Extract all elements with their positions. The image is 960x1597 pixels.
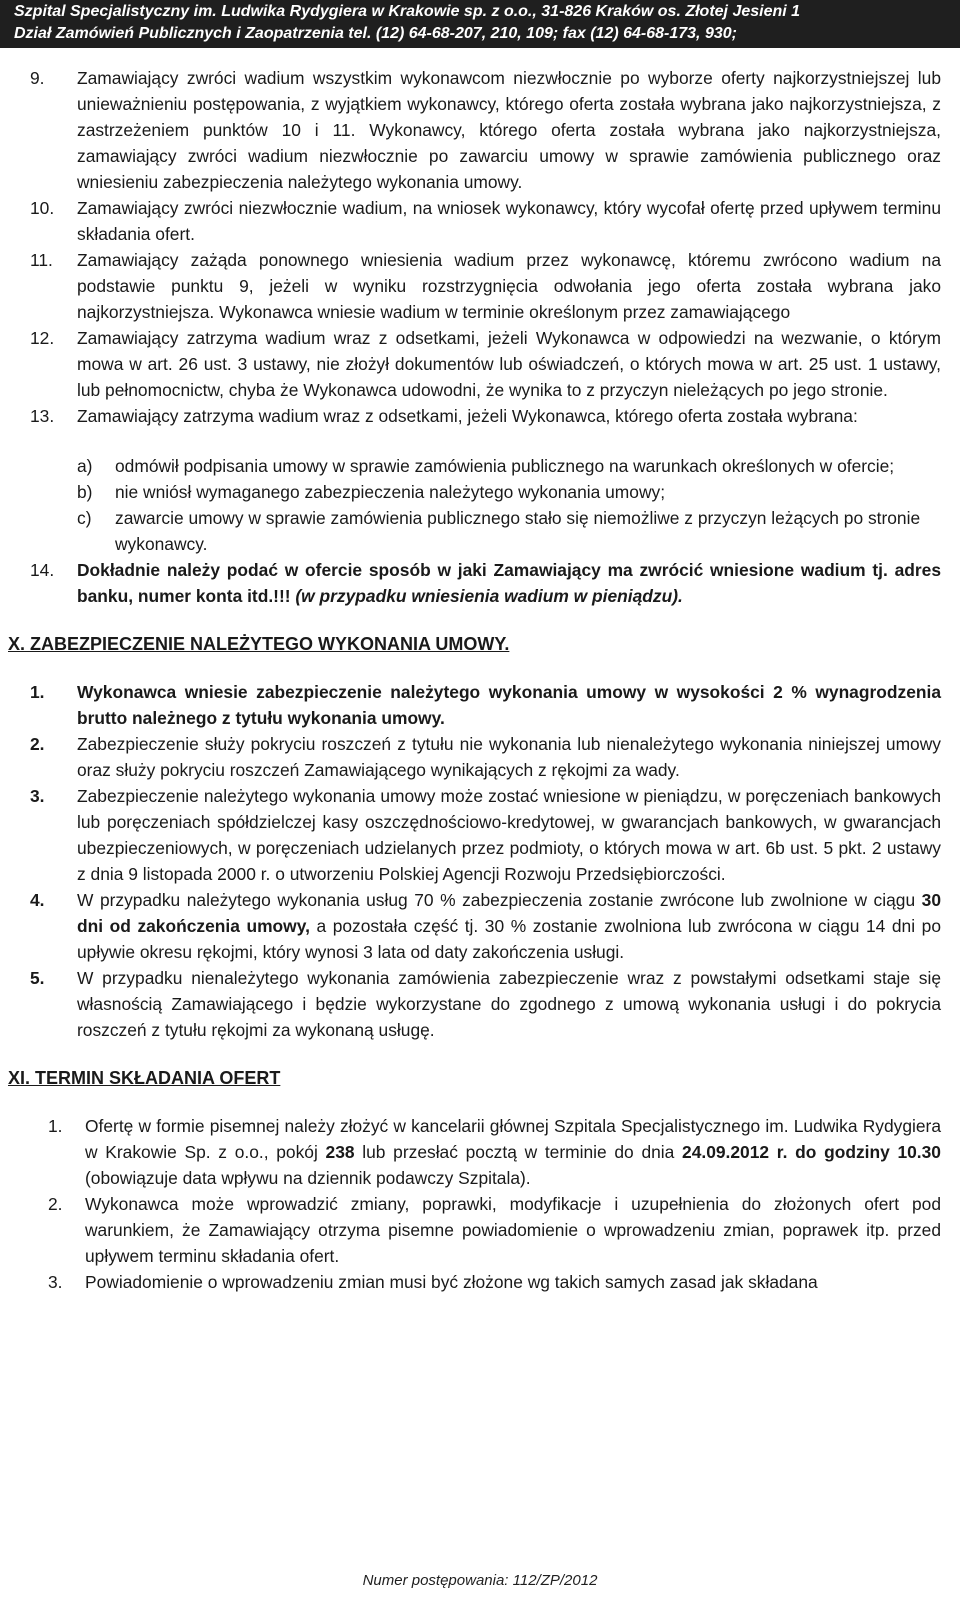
item-text (77, 557, 941, 609)
header-line-1: Szpital Specjalistyczny im. Ludwika Rydygiera w Krakowie sp. z o.o., 31-826 Kraków os. Złotej Jesieni 1 (14, 3, 801, 20)
header-line-2: Dział Zamówień Publicznych i Zaopatrzenia tel. (12) 64-68-207, 210, 109; fax (12) 64-68-173, 930; (14, 25, 737, 42)
item-text: Wykonawca może wprowadzić zmiany, poprawki, modyfikacje i uzupełnienia do złożonych ofert pod warunkiem, że Zamawiający otrzyma pisemne powiadomienie o wprowadzeniu zmian, poprawek itp. przed upływem terminu składania ofert. (85, 1194, 941, 1266)
sub-item-letter: c) (77, 508, 92, 528)
exclamation-text: !!! (273, 586, 291, 606)
item-text: Zamawiający zażąda ponownego wniesienia wadium przez wykonawcę, któremu zwrócono wadium na podstawie punktu 9, jeżeli w wyniku rozstrzygnięcia odwołania jego oferta została wybrana jako najkorzystniejsza. Wykonawca wniesie wadium w terminie określonym przez zamawiającego (77, 250, 941, 322)
section-xi-item-1 (30, 1113, 941, 1191)
document-body (8, 65, 941, 1295)
item-number: 13. (30, 406, 55, 426)
document-header (0, 0, 960, 48)
list-item-13 (30, 403, 941, 429)
sub-item-letter: a) (77, 456, 93, 476)
section-xi-item-3 (30, 1269, 941, 1295)
item-text-part: W przypadku należytego wykonania usług 70 % zabezpieczenia zostanie zwrócone lub zwolnione w ciągu (77, 890, 922, 910)
item-number: 3. (48, 1272, 63, 1292)
item-text: Zamawiający zwróci niezwłocznie wadium, na wniosek wykonawcy, który wycofał ofertę przed upływem terminu składania ofert. (77, 198, 941, 244)
list-item-11 (30, 247, 941, 325)
document-footer: Numer postępowania: 112/ZP/2012 (0, 1569, 960, 1597)
item-number: 1. (30, 682, 45, 702)
item-number: 11. (30, 250, 53, 270)
section-x-title: X. ZABEZPIECZENIE NALEŻYTEGO WYKONANIA UMOWY. (8, 634, 510, 654)
sub-item-text: zawarcie umowy w sprawie zamówienia publicznego stało się niemożliwe z przyczyn leżących po stronie wykonawcy. (115, 508, 921, 554)
sub-item-c (30, 505, 941, 557)
item-number: 12. (30, 328, 55, 348)
section-x-item-2 (30, 731, 941, 783)
sub-item-b (30, 479, 941, 505)
list-item-10 (30, 195, 941, 247)
section-xi-item-2 (30, 1191, 941, 1269)
item-text-part: a pozostała część tj. 30 % zostanie zwolniona lub zwrócona w ciągu 14 dni po upływie okresu rękojmi, który wynosi 3 lata od daty zakończenia usługi. (77, 916, 941, 962)
deadline-date: 24.09.2012 r. do godziny 10.30 (682, 1142, 941, 1162)
list-item-14 (30, 557, 941, 609)
item-text: Wykonawca wniesie zabezpieczenie należytego wykonania umowy w wysokości 2 % wynagrodzenia brutto należnego z tytułu wykonania umowy. (77, 682, 941, 728)
sub-item-text: nie wniósł wymaganego zabezpieczenia należytego wykonania umowy; (115, 482, 666, 502)
item-bold-text: 30 dni od zakończenia umowy, (77, 890, 941, 936)
item-number: 4. (30, 890, 45, 910)
item-text: Zabezpieczenie należytego wykonania umowy może zostać wniesione w pieniądzu, w poręczeniach bankowych lub poręczeniach spółdzielczej kasy oszczędnościowo-kredytowej, w gwarancjach bankowych, w gwarancjach ubezpieczeniowych, w poręczeniach udzielanych przez podmioty, o których mowa w art. 6b ust. 5 pkt. 2 ustawy z dnia 9 listopada 2000 r. o utworzeniu Polskiej Agencji Rozwoju Przedsiębiorczości. (77, 786, 941, 884)
item-number: 14. (30, 560, 55, 580)
item-number: 3. (30, 786, 45, 806)
sub-item-letter: b) (77, 482, 93, 502)
item-text: Zamawiający zwróci wadium wszystkim wykonawcom niezwłocznie po wyborze oferty najkorzystniejszej lub unieważnieniu postępowania, z wyjątkiem wykonawcy, którego oferta została wybrana jako najkorzystniejsza, z zastrzeżeniem punktów 10 i 11. Wykonawcy, którego oferta została wybrana jako najkorzystniejsza, zamawiający zwróci wadium niezwłocznie po zawarciu umowy w sprawie zamówienia publicznego oraz wniesieniu zabezpieczenia należytego wykonania umowy. (77, 68, 941, 192)
section-xi-title: XI. TERMIN SKŁADANIA OFERT (8, 1068, 281, 1088)
sub-item-a (30, 453, 941, 479)
spacer (30, 429, 941, 453)
item-number: 10. (30, 198, 55, 218)
item-italic-note: (w przypadku wniesienia wadium w pieniądzu). (295, 586, 683, 606)
section-x-item-1 (30, 679, 941, 731)
sub-item-text: odmówił podpisania umowy w sprawie zamówienia publicznego na warunkach określonych w ofercie; (115, 456, 895, 476)
item-number: 2. (48, 1194, 63, 1214)
item-text: Zabezpieczenie służy pokryciu roszczeń z tytułu nie wykonania lub nienależytego wykonania niniejszej umowy oraz służy pokryciu roszczeń Zamawiającego wynikających z rękojmi za wady. (77, 734, 941, 780)
item-text: Powiadomienie o wprowadzeniu zmian musi być złożone wg takich samych zasad jak składana (85, 1272, 818, 1292)
item-number: 9. (30, 68, 45, 88)
room-number: 238 (325, 1142, 355, 1162)
item-text: Zamawiający zatrzyma wadium wraz z odsetkami, jeżeli Wykonawca w odpowiedzi na wezwanie, o którym mowa w art. 26 ust. 3 ustawy, nie złożył dokumentów lub oświadczeń, o których mowa w art. 25 ust. 1 ustawy, lub pełnomocnictw, chyba że Wykonawca udowodni, że wynika to z przyczyn nieleżących po jego stronie. (77, 328, 941, 400)
item-number: 2. (30, 734, 45, 754)
item-text-part: Ofertę w formie pisemnej należy złożyć w kancelarii głównej Szpitala Specjalistycznego im. Ludwika Rydygiera w Krakowie Sp. z o.o., pokój (85, 1116, 941, 1162)
section-x-item-4 (30, 887, 941, 965)
item-text-part: lub przesłać pocztą w terminie do dnia (354, 1142, 683, 1162)
item-bold-text: Dokładnie należy podać w ofercie sposób w jaki Zamawiający ma zwrócić wniesione wadium tj. adres banku, numer konta itd. (77, 560, 941, 606)
list-item-9 (30, 65, 941, 195)
item-number: 5. (30, 968, 45, 988)
section-x-item-3 (30, 783, 941, 887)
item-text (85, 1113, 941, 1191)
item-text-part: (obowiązuje data wpływu na dziennik podawczy Szpitala). (85, 1168, 531, 1188)
item-text (77, 887, 941, 965)
list-item-12 (30, 325, 941, 403)
item-text: W przypadku nienależytego wykonania zamówienia zabezpieczenie wraz z powstałymi odsetkami staje się własnością Zamawiającego i będzie wykorzystane do zgodnego z umową wykonania usługi i do pokrycia roszczeń z tytułu rękojmi za wykonaną usługę. (77, 968, 941, 1040)
item-number: 1. (48, 1116, 63, 1136)
section-x-item-5 (30, 965, 941, 1043)
item-text: Zamawiający zatrzyma wadium wraz z odsetkami, jeżeli Wykonawca, którego oferta została wybrana: (77, 406, 858, 426)
